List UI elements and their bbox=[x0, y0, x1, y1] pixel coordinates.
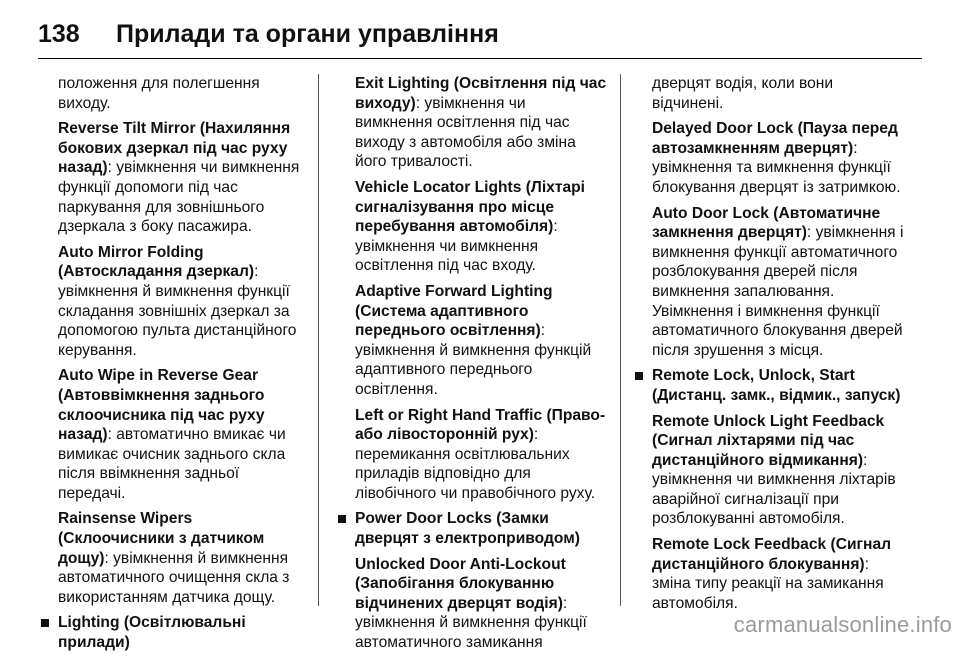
setting-term: Rainsense Wipers (Склоочисники з датчиком дощу) bbox=[58, 510, 265, 567]
setting-entry bbox=[355, 406, 607, 504]
setting-entry bbox=[58, 243, 310, 361]
setting-entry bbox=[652, 204, 904, 361]
setting-entry bbox=[652, 412, 904, 530]
setting-entry bbox=[58, 366, 310, 503]
setting-term: Remote Lock Feedback (Сигнал дистанційного блокування) bbox=[652, 536, 892, 573]
setting-description: : увімкнення чи вимкнення ліхтарів аварійної сигналізації при розблокуванні автомобіля. bbox=[652, 451, 896, 528]
setting-description: : увімкнення і вимкнення функції автоматичного розблокування дверей після вимкнення запалювання. Увімкнення і вимкнення функції автоматичного блокування дверей після зрушення з місця. bbox=[652, 224, 904, 359]
page-title: Прилади та органи управління bbox=[116, 19, 499, 48]
setting-entry bbox=[355, 555, 607, 653]
setting-description: : увімкнення й вимкнення функції автоматичного замикання bbox=[355, 594, 587, 652]
setting-term: Remote Unlock Light Feedback (Сигнал ліхтарями під час дистанційного відмикання) bbox=[652, 412, 885, 469]
setting-description: : увімкнення чи вимкнення функції допомоги під час паркування для зовнішнього дзеркала з боку пасажира. bbox=[58, 159, 300, 236]
setting-term: Exit Lighting (Освітлення під час виходу) bbox=[355, 75, 607, 112]
paragraph: дверцят водія, коли вони відчинені. bbox=[652, 75, 834, 112]
setting-term: Auto Door Lock (Автоматичне замкнення дверцят) bbox=[652, 204, 881, 242]
setting-term: Unlocked Door Anti-Lockout (Запобігання блокуванню відчинених дверцят водія) bbox=[355, 555, 566, 612]
setting-term: Left or Right Hand Traffic (Право- або лівосторонній рух) bbox=[355, 406, 606, 444]
setting-entry bbox=[652, 119, 904, 197]
header-rule bbox=[38, 58, 922, 59]
column-1 bbox=[58, 74, 310, 659]
setting-entry bbox=[355, 74, 607, 172]
column-divider bbox=[318, 74, 319, 606]
setting-description: : увімкнення й вимкнення автоматичного очищення скла з використанням датчика дощу. bbox=[58, 549, 290, 606]
page-number: 138 bbox=[38, 19, 80, 48]
setting-entry bbox=[355, 178, 607, 276]
setting-description: : автоматично вмикає чи вимикає очисник заднього скла після ввімкнення задньої передачі. bbox=[58, 426, 286, 502]
column-divider bbox=[620, 74, 621, 606]
paragraph: положення для полегшення виходу. bbox=[58, 75, 260, 112]
setting-description: : перемикання освітлювальних приладів відповідно для лівобічного чи правобічного руху. bbox=[355, 426, 596, 502]
setting-description: : увімкнення та вимкнення функції блокування дверцят із затримкою. bbox=[652, 139, 901, 196]
setting-entry bbox=[58, 119, 310, 237]
bullet-heading: Remote Lock, Unlock, Start (Дистанц. замк., відмик., запуск) bbox=[652, 366, 904, 405]
setting-description: : зміна типу реакції на замикання автомобіля. bbox=[652, 555, 884, 612]
setting-term: Delayed Door Lock (Пауза перед автозамкненням дверцят) bbox=[652, 120, 898, 157]
setting-entry bbox=[652, 535, 904, 613]
setting-term: Adaptive Forward Lighting (Система адаптивного переднього освітлення) bbox=[355, 282, 553, 340]
setting-term: Reverse Tilt Mirror (Нахиляння бокових дзеркал під час руху назад) bbox=[58, 120, 291, 177]
watermark-text: carmanualsonline.info bbox=[733, 612, 952, 637]
setting-entry bbox=[58, 509, 310, 607]
bullet-heading: Power Door Locks (Замки дверцят з електроприводом) bbox=[355, 509, 607, 548]
setting-description: : увімкнення й вимкнення функцій адаптивного переднього освітлення. bbox=[355, 322, 592, 398]
setting-term: Auto Wipe in Reverse Gear (Автоввімкнення заднього склоочисника під час руху назад) bbox=[58, 367, 265, 444]
setting-term: Vehicle Locator Lights (Ліхтарі сигналізування про місце перебування автомобіля) bbox=[355, 178, 586, 236]
column-2 bbox=[355, 74, 607, 659]
setting-description: : увімкнення чи вимкнення освітлення під час виходу з автомобіля або зміна його тривалості. bbox=[355, 94, 576, 171]
setting-entry bbox=[355, 282, 607, 400]
setting-term: Auto Mirror Folding (Автоскладання дзеркал) bbox=[58, 243, 255, 281]
page-header bbox=[38, 14, 918, 54]
setting-description: : увімкнення й вимкнення функції складання зовнішніх дзеркал за допомогою пульта дистанційного керування. bbox=[58, 263, 297, 359]
column-3 bbox=[652, 74, 904, 619]
setting-description: : увімкнення чи вимкнення освітлення під час входу. bbox=[355, 218, 558, 275]
bullet-heading: Lighting (Освітлювальні прилади) bbox=[58, 613, 310, 652]
